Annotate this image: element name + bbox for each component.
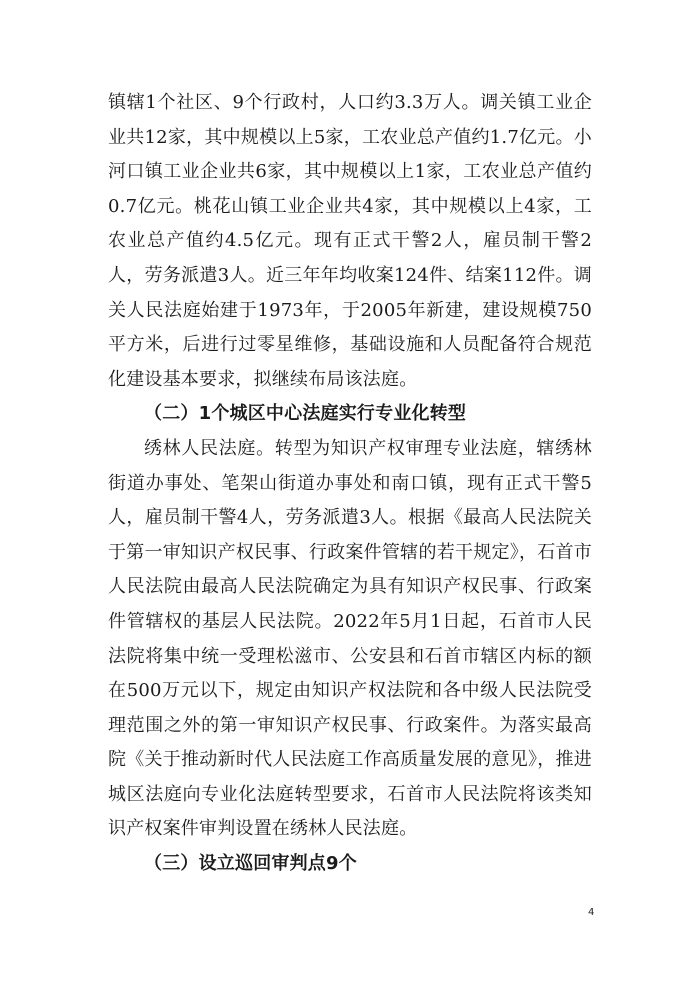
document-body [108, 86, 592, 882]
body-paragraph: 绣林人民法庭。转型为知识产权审理专业法庭，辖绣林街道办事处、笔架山街道办事处和南口镇，现有正式干警5人，雇员制干警4人，劳务派遣3人。根据《最高人民法院关于第一审知识产权民事、行政案件管辖的若干规定》，石首市人民法院由最高人民法院确定为具有知识产权民事、行政案件管辖权的基层人民法院。2022年5月1日起，石首市人民法院将集中统一受理松滋市、公安县和石首市辖区内标的额在500万元以下，规定由知识产权法院和各中级人民法院受理范围之外的第一审知识产权民事、行政案件。为落实最高院《关于推动新时代人民法庭工作高质量发展的意见》，推进城区法庭向专业化法庭转型要求，石首市人民法院将该类知识产权案件审判设置在绣林人民法庭。 [108, 437, 592, 840]
page-number: 4 [588, 907, 595, 918]
section-heading: （三）设立巡回审判点9个 [144, 853, 357, 875]
body-paragraph: 镇辖1个社区、9个行政村，人口约3.3万人。调关镇工业企业共12家，其中规模以上5家，工农业总产值约1.7亿元。小河口镇工业企业共6家，其中规模以上1家，工农业总产值约0.7亿元。桃花山镇工业企业共4家，其中规模以上4家，工农业总产值约4.5亿元。现有正式干警2人，雇员制干警2人，劳务派遣3人。近三年年均收案124件、结案112件。调关人民法庭始建于1973年，于2005年新建，建设规模750平方米，后进行过零星维修，基础设施和人员配备符合规范化建设基本要求，拟继续布局该法庭。 [108, 92, 592, 390]
section-heading: （二）1个城区中心法庭实行专业化转型 [144, 403, 467, 425]
